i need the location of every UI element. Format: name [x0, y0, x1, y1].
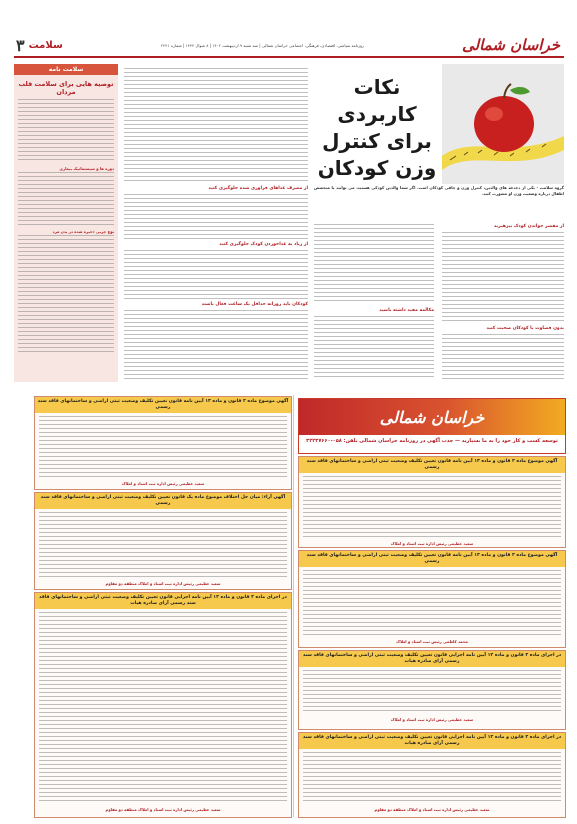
notice-title: آگهی موضوع ماده ۳ قانون و ماده ۱۳ آیین نامه قانون تعیین تکلیف وضعیت ثبتی اراضی و ساختمانهای فاقد سند رسمی [299, 457, 565, 473]
notice-title: آگهی آراء: میان حل اختلاف موضوع ماده یک قانون تعیین تکلیف وضعیت ثبتی اراضی و ساختمانهای فاقد سند رسمی [35, 493, 291, 509]
legal-notice [34, 492, 292, 590]
legal-notice [298, 732, 566, 818]
subhead: بدون قضاوت با کودکان صحبت کنید [486, 326, 564, 331]
subhead: از زیاد به غذاخوردن کودک جلوگیری کنید [219, 242, 308, 247]
notice-signature: سعید عظیمی رئیس اداره ثبت اسناد و املاک منطقه دو مقاوم [105, 581, 221, 586]
apple-illustration [442, 64, 564, 184]
lead-paragraph: گروه سلامت - یکی از دغدغه های والدین، کنترل وزن و چاقی کودکان است. اگر شما والدین کودکی هستید، می توانید با متخصص اطفال درباره وضعیت وزن او مشورت کنید. [314, 185, 564, 196]
notice-body [39, 416, 287, 478]
text-column [442, 232, 564, 324]
text-column [314, 316, 434, 380]
notice-title: آگهی موضوع ماده ۳ قانون و ماده ۱۳ آیین نامه قانون تعیین تکلیف وضعیت ثبتی اراضی و ساختمانهای فاقد سند رسمی [299, 551, 565, 567]
subhead: از مصرف غذاهای فراوری شده جلوگیری کنید [208, 186, 308, 191]
page-header [14, 34, 564, 58]
sidebar-text [18, 99, 114, 163]
legal-notice [34, 396, 292, 490]
notice-title: آگهی موضوع ماده ۳ قانون و ماده ۱۳ آیین نامه قانون تعیین تکلیف وضعیت ثبتی اراضی و ساختمانهای فاقد سند رسمی [35, 397, 291, 413]
notice-body [303, 752, 561, 804]
sidebar-text [18, 235, 114, 355]
ad-logo: خراسان شمالی [299, 399, 565, 435]
sidebar-title: توصیه هایی برای سلامت قلب مردان [18, 80, 114, 96]
notice-signature: سعید عظیمی رئیس اداره ثبت اسناد و املاک [390, 717, 474, 722]
feature-article [124, 64, 564, 382]
column-divider [293, 395, 294, 817]
legal-notice [34, 592, 292, 818]
page-number: ۳ [16, 35, 25, 55]
section-name: سلامت [28, 39, 63, 51]
legal-notice [298, 456, 566, 548]
feature-title: نکات کاربردی برای کنترل وزن کودکان [317, 75, 437, 180]
notice-signature: سعید عظیمی رئیس اداره ثبت اسناد و املاک [390, 541, 474, 546]
notice-signature: سعید عظیمی رئیس اداره ثبت اسناد و املاک منطقه دو مقاوم [105, 807, 221, 812]
notice-title: در اجرای ماده ۳ قانون و ماده ۱۳ آیین نامه اجرایی قانون تعیین تکلیف وضعیت ثبتی اراضی و ساختمانهای فاقد سند رسمی آرای صادره هیات [299, 651, 565, 667]
sidebar-text [18, 172, 114, 226]
text-column [442, 334, 564, 380]
subhead: کودکان باید روزانه حداقل یک ساعت فعال باشند [201, 302, 308, 307]
notice-title: در اجرای ماده ۳ قانون و ماده ۱۳ آیین نامه اجرایی قانون تعیین تکلیف وضعیت ثبتی اراضی و ساختمانهای فاقد سند رسمی آرای صادره هیات [35, 593, 291, 609]
notice-body [303, 570, 561, 636]
legal-notice [298, 550, 566, 648]
notice-signature: سعید عظیمی رئیس اداره ثبت اسناد و املاک [121, 481, 205, 486]
text-column [124, 68, 308, 184]
notice-body [39, 612, 287, 804]
notice-body [303, 670, 561, 714]
text-column [124, 310, 308, 380]
sidebar-subhead: دوره ها و سیستماتیک بیماری [59, 166, 114, 171]
text-column [124, 250, 308, 300]
sidebar-subhead: نوع چربی ذخیره شده در بدن مرد [52, 229, 114, 234]
legal-notice [298, 650, 566, 730]
text-column [314, 224, 434, 304]
notice-signature: محمد کاظمی رئیس ثبت اسناد و املاک [396, 639, 468, 644]
text-column [124, 194, 308, 240]
section-label [14, 36, 63, 55]
health-sidebar [14, 64, 118, 382]
notice-title: در اجرای ماده ۳ قانون و ماده ۱۳ آیین نامه اجرایی قانون تعیین تکلیف وضعیت ثبتی اراضی و ساختمانهای فاقد سند رسمی آرای صادره هیات [299, 733, 565, 749]
notice-signature: سعید عظیمی رئیس اداره ثبت اسناد و املاک منطقه دو مقاوم [374, 807, 490, 812]
subhead: مکالمه مفید داشته باشید [379, 308, 434, 313]
notice-body [303, 476, 561, 538]
notice-body [39, 512, 287, 578]
sidebar-label: سلامت نامه [14, 64, 118, 75]
subhead: از مقصر خواندن کودک بپرهیزید [493, 224, 564, 229]
issue-info: روزنامه سیاسی، اقتصادی، فرهنگی، اجتماعی خراسان شمالی | سه شنبه ۹ اردیبهشت ۱۴۰۲ | ۸ شوال ۱۴۴۴ | شماره ۲۲۴۱ [160, 42, 364, 48]
newspaper-ad [298, 398, 566, 454]
ad-contact: توسعه کسب و کار خود را به ما بسپارید — جذب آگهی در روزنامه خراسان شمالی تلفن: ۰۵۸-۳۲۲۳۷۶۶۰ [306, 438, 558, 444]
apple-photo [442, 64, 564, 184]
masthead-logo: خراسان شمالی [462, 36, 560, 54]
